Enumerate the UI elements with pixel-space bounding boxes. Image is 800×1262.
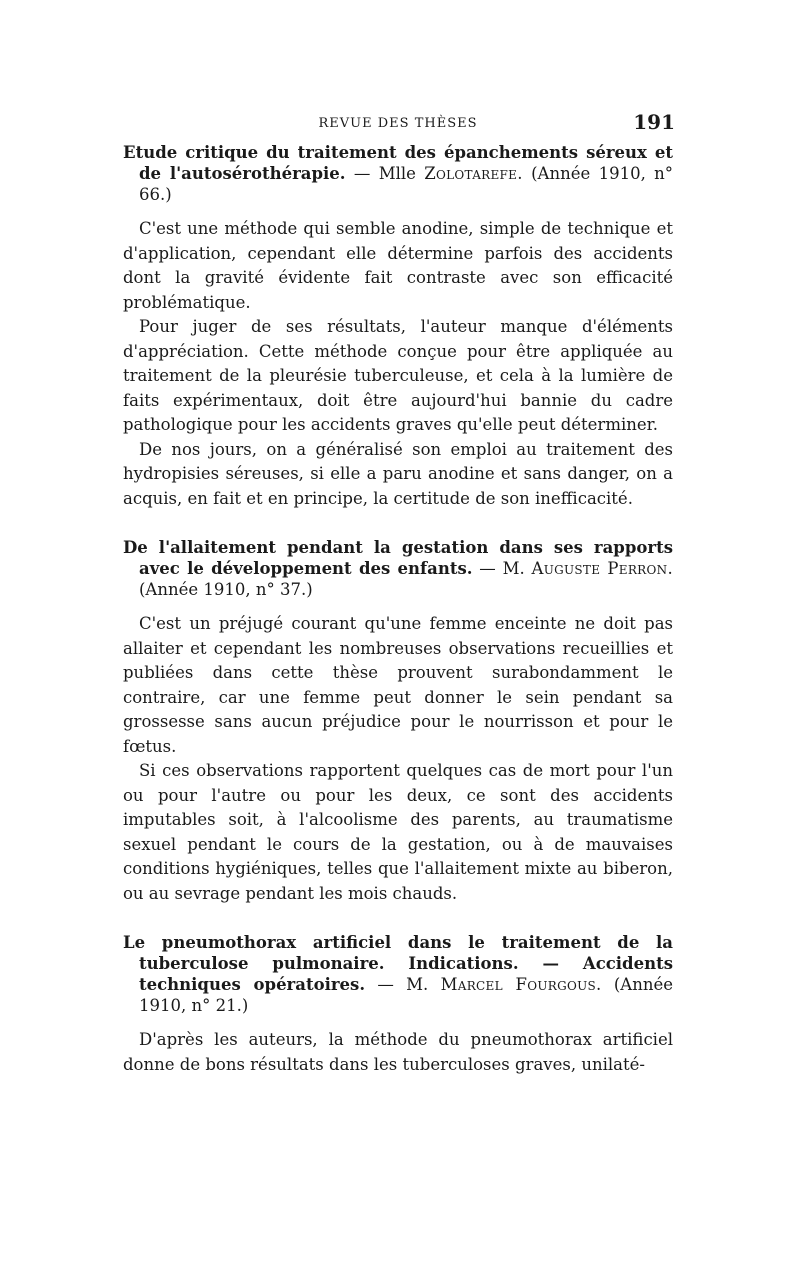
page-number: 191: [633, 110, 675, 134]
body-paragraph: C'est une méthode qui semble anodine, simple de technique et d'application, cependant elle détermine parfois des accidents dont la gravité évidente fait contraste avec son efficacité problématique.: [123, 219, 673, 312]
thesis-reference: (Année 1910, n° 66.): [139, 164, 674, 204]
author-prefix: M.: [502, 559, 525, 578]
body-paragraph: C'est un préjugé courant qu'une femme enceinte ne doit pas allaiter et cependant les nombreuses observations recueillies et publiées dans cette thèse prouvent surabondamment le contraire, car une femme peut donner le sein pendant sa grossesse sans aucun préjudice pour le nourrisson et pour le fœtus.: [123, 614, 673, 756]
body-paragraph: Pour juger de ses résultats, l'auteur manque d'éléments d'appréciation. Cette méthode conçue pour être appliquée au traitement de la pleurésie tuberculeuse, et cela à la lumière de faits expérimentaux, doit être aujourd'hui bannie du cadre pathologique pour les accidents graves qu'elle peut déterminer.: [123, 317, 673, 434]
article-heading: [123, 537, 673, 600]
title-separator: —: [479, 559, 496, 578]
running-head: [123, 110, 673, 140]
article-title: Etude critique du traitement des épanchements séreux et de l'autosérothérapie.: [123, 143, 673, 183]
body-paragraph: Si ces observations rapportent quelques cas de mort pour l'un ou pour l'autre ou pour les deux, ce sont des accidents imputables soit, à l'alcoolisme des parents, au traumatisme sexuel pendant le cours de la gestation, ou à de mauvaises conditions hygiéniques, telles que l'allaitement mixte au biberon, ou au sevrage pendant les mois chauds.: [123, 761, 673, 903]
body-paragraph: D'après les auteurs, la méthode du pneumothorax artificiel donne de bons résultats dans les tuberculoses graves, unilaté-: [123, 1030, 673, 1074]
title-separator: —: [377, 975, 394, 994]
article-title: Le pneumothorax artificiel dans le traitement de la tuberculose pulmonaire. Indications. — Accidents techniques opératoires.: [123, 933, 673, 994]
article-heading: [123, 932, 673, 1016]
thesis-reference: (Année 1910, n° 37.): [139, 580, 313, 599]
author-prefix: M.: [406, 975, 429, 994]
title-separator: —: [353, 164, 371, 183]
article-title: De l'allaitement pendant la gestation dans ses rapports avec le développement des enfants.: [123, 538, 673, 578]
book-page: [123, 110, 673, 1077]
author-name: Marcel Fourgous.: [440, 975, 602, 994]
author-prefix: Mlle: [378, 164, 416, 183]
running-title: REVUE DES THÈSES: [318, 116, 478, 131]
article-zolotarefe: [123, 142, 673, 511]
author-name: Zolotarefe.: [424, 164, 523, 183]
article-heading: [123, 142, 673, 205]
thesis-reference: (Année 1910, n° 21.): [139, 975, 674, 1015]
body-paragraph: De nos jours, on a généralisé son emploi au traitement des hydropisies séreuses, si elle a paru anodine et sans danger, on a acquis, en fait et en principe, la certitude de son inefficacité.: [123, 439, 673, 508]
author-name: Auguste Perron.: [531, 559, 673, 578]
article-perron: [123, 537, 673, 906]
article-fourgous: [123, 932, 673, 1077]
